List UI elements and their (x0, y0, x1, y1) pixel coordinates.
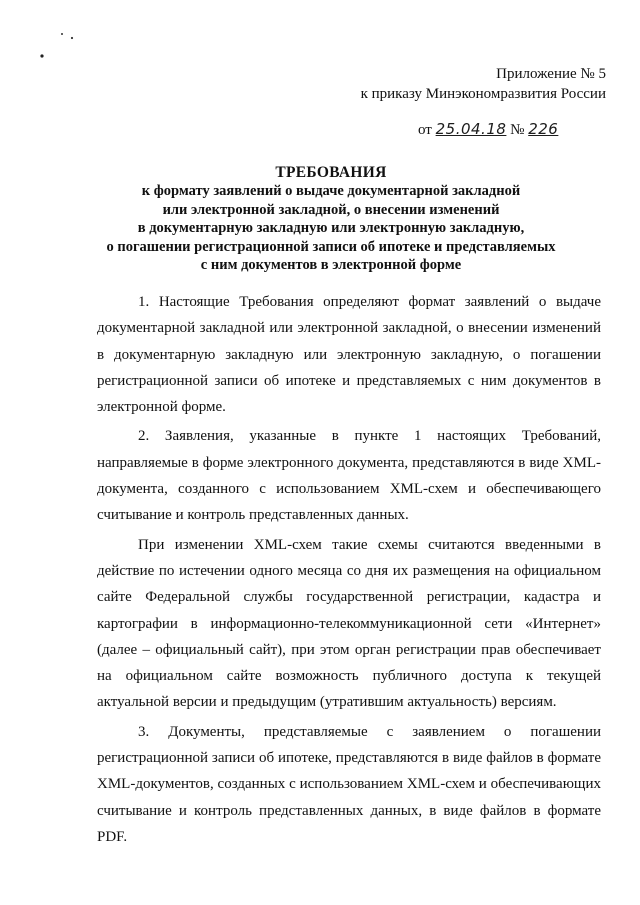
order-prefix: от (418, 122, 432, 138)
order-date-handwritten: 25.04.18 (435, 120, 507, 138)
order-reference: к приказу Минэкономразвития России (360, 86, 606, 102)
document-title (96, 164, 566, 274)
title-line: с ним документов в электронной форме (200, 257, 462, 274)
appendix-header (330, 64, 606, 104)
title-line: или электронной закладной, о внесении изменений (162, 201, 500, 218)
scan-specks (0, 0, 120, 70)
order-date-number (418, 120, 558, 139)
title-line: о погашении регистрационной записи об ипотеке и представляемых (106, 238, 556, 255)
appendix-label: Приложение № 5 (496, 66, 606, 82)
title-line: к формату заявлений о выдаче документарной закладной (141, 183, 521, 200)
paragraph-3: 3. Документы, представляемые с заявлением о погашении регистрационной записи об ипотеке, представляются в виде файлов в формате XML-документов, созданных с использованием XML-схем и обеспечивающих считывание и контроль представленных данных, в виде файлов в формате PDF. (97, 723, 601, 845)
title-main: ТРЕБОВАНИЯ (275, 164, 387, 181)
paragraph-1: 1. Настоящие Требования определяют формат заявлений о выдаче документарной закладной или электронной закладной, о внесении изменений в документарную закладную или электронную закладную, о погашении регистрационной записи об ипотеке и представляемых с ним документов в электронной форме. (97, 294, 601, 416)
title-line: в документарную закладную или электронную закладную, (137, 220, 525, 237)
paragraph-2: 2. Заявления, указанные в пункте 1 настоящих Требований, направляемые в форме электронного документа, представляются в виде XML-документа, созданного с использованием XML-схем и обеспечивающего считывание и контроль представленных данных. (97, 428, 601, 524)
document-body (97, 289, 601, 853)
scan-speck (40, 54, 43, 57)
scan-speck (61, 33, 63, 35)
paragraph-2-continued: При изменении XML-схем такие схемы считаются введенными в действие по истечении одного месяца со дня их размещения на официальном сайте Федеральной службы государственной регистрации, кадастра и картографии в информационно-телекоммуникационной сети «Интернет» (далее – официальный сайт), при этом орган регистрации прав обеспечивает на официальном сайте возможность публичного доступа к текущей актуальной версии и предыдущим (утратившим актуальность) версиям. (97, 536, 601, 711)
scan-speck (71, 37, 73, 39)
order-number-label: № (510, 122, 525, 138)
order-number-handwritten: 226 (528, 120, 559, 138)
